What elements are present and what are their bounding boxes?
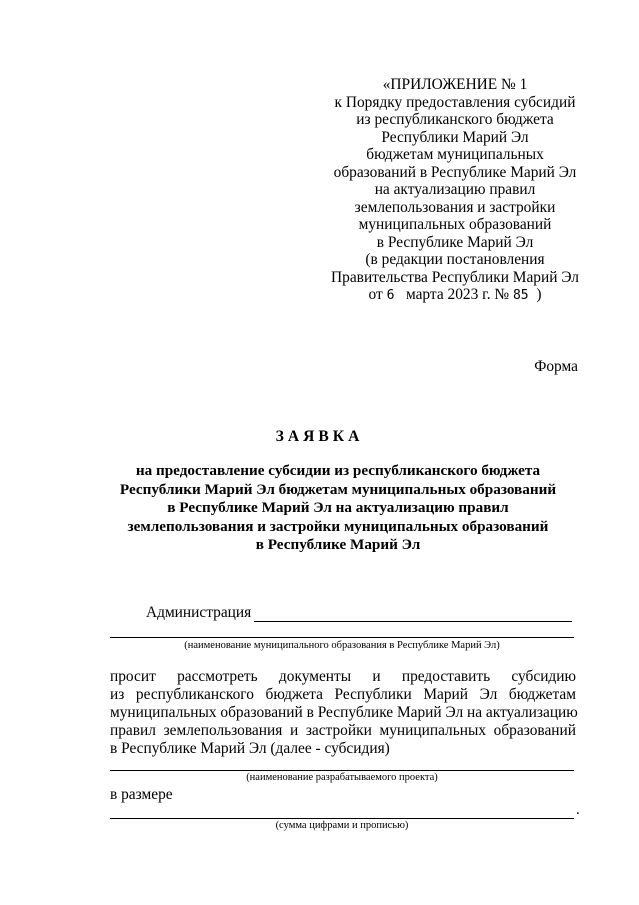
subtitle-line: землепользования и застройки муниципальных образований <box>127 517 549 535</box>
amount-label: в размере <box>110 786 173 803</box>
body-line: просит рассмотреть документы и предоставить субсидию <box>110 668 576 685</box>
form-label: Форма <box>534 358 578 375</box>
subtitle-line: Республики Марий Эл бюджетам муниципальных образований <box>119 480 557 498</box>
appendix-line: на актуализацию правил <box>374 181 536 198</box>
appendix-line: из республиканского бюджета <box>356 111 554 128</box>
appendix-line: в Республике Марий Эл <box>376 233 534 251</box>
project-caption: (наименование разрабатываемого проекта) <box>246 772 438 783</box>
appendix-header <box>330 76 580 305</box>
request-body <box>110 668 576 758</box>
date-number: 85 <box>512 288 529 303</box>
body-line: муниципальных образований в Республике Марий Эл на актуализацию <box>110 704 578 721</box>
municipality-caption: (наименование муниципального образования в Республике Марий Эл) <box>184 640 500 651</box>
amount-input-line[interactable] <box>110 818 574 819</box>
appendix-date-line <box>330 286 580 305</box>
date-month-year: марта 2023 г. № <box>405 286 510 303</box>
amount-caption: (сумма цифрами и прописью) <box>275 820 409 831</box>
appendix-line: землепользования и застройки <box>354 198 556 216</box>
body-line: правил землепользования и застройки муниципальных образований <box>110 722 576 739</box>
administration-input-line[interactable] <box>254 621 572 622</box>
appendix-line: к Порядку предоставления субсидий <box>334 93 576 111</box>
date-day: 6 <box>386 288 395 303</box>
subtitle-line: в Республике Марий Эл на актуализацию правил <box>167 499 509 516</box>
municipality-input-line[interactable] <box>110 637 574 638</box>
date-prefix: от <box>368 286 383 303</box>
date-close: ) <box>536 286 542 303</box>
appendix-line: образований в Республике Марий Эл <box>333 163 577 181</box>
appendix-line: Правительства Республики Марий Эл <box>331 268 579 286</box>
subtitle-line: в Республике Марий Эл <box>255 536 421 553</box>
appendix-line: муниципальных образований <box>358 216 552 233</box>
amount-end-mark: . <box>576 802 580 818</box>
body-line: в Республике Марий Эл (далее - субсидия) <box>110 740 390 757</box>
appendix-line: бюджетам муниципальных <box>366 146 544 163</box>
appendix-line: Республики Марий Эл <box>381 128 529 146</box>
appendix-line: «ПРИЛОЖЕНИЕ № 1 <box>382 76 528 93</box>
document-subtitle <box>110 462 566 555</box>
document-title: ЗАЯВКА <box>275 428 364 445</box>
project-input-line[interactable] <box>110 770 574 771</box>
administration-label: Администрация <box>146 604 252 621</box>
appendix-line: (в редакции постановления <box>365 251 545 268</box>
subtitle-line: на предоставление субсидии из республиканского бюджета <box>135 462 541 479</box>
body-line: из республиканского бюджета Республики Марий Эл бюджетам <box>110 686 576 703</box>
